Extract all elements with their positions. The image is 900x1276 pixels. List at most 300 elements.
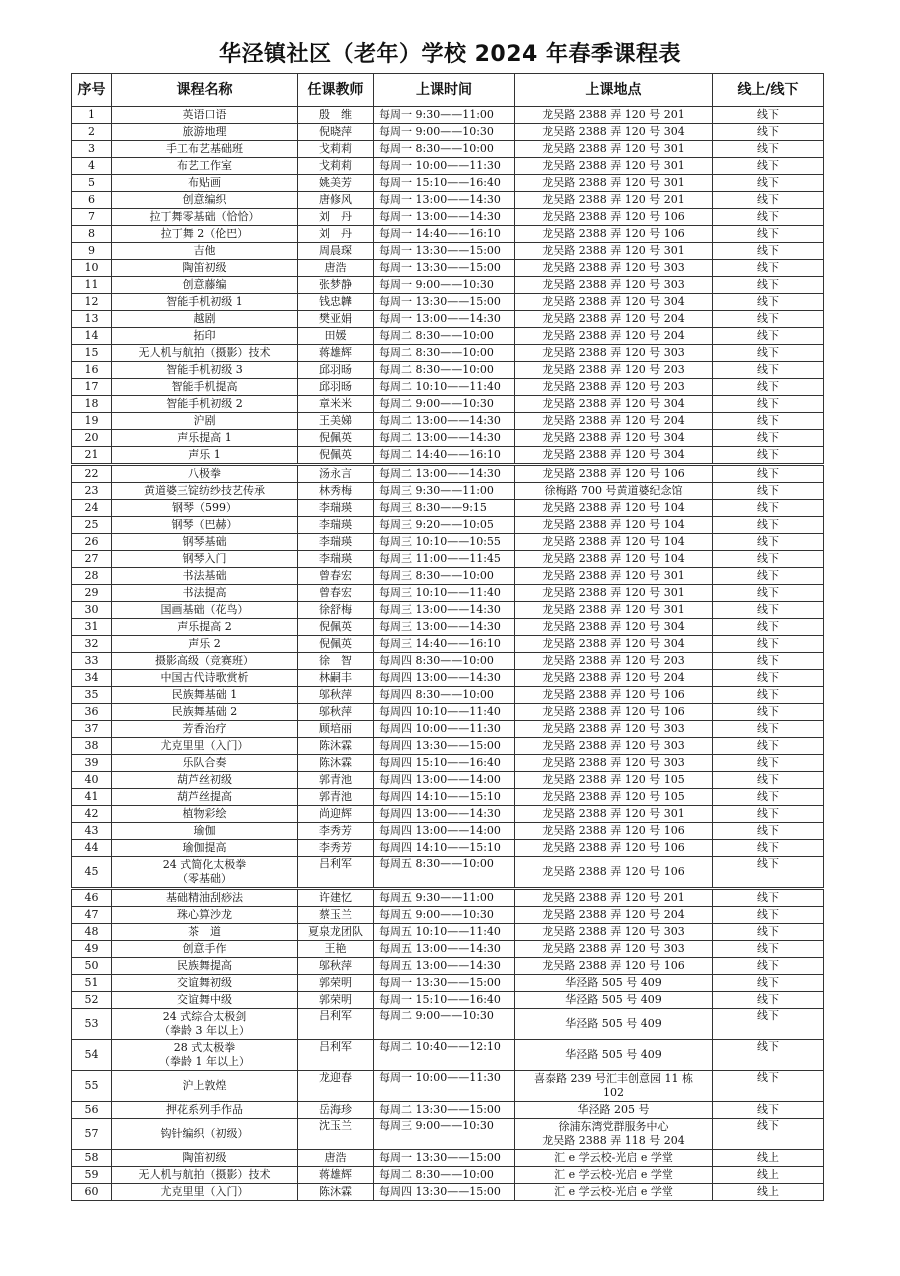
table-body: [72, 107, 824, 1201]
cell-course: 民族舞提高: [112, 958, 298, 975]
cell-mode: 线下: [713, 551, 824, 568]
cell-mode: 线上: [713, 1184, 824, 1201]
table-row: [72, 889, 824, 907]
cell-mode: 线下: [713, 653, 824, 670]
cell-teacher: 戈莉莉: [298, 158, 374, 175]
cell-no: 9: [72, 243, 112, 260]
cell-mode: 线下: [713, 413, 824, 430]
cell-teacher: 钱忠韡: [298, 294, 374, 311]
cell-location: 龙吴路 2388 弄 120 号 201: [515, 107, 713, 124]
cell-no: 7: [72, 209, 112, 226]
cell-course: 押花系列手作品: [112, 1102, 298, 1119]
cell-teacher: 倪佩英: [298, 636, 374, 653]
cell-course: 芳香治疗: [112, 721, 298, 738]
cell-no: 25: [72, 517, 112, 534]
cell-mode: 线下: [713, 721, 824, 738]
cell-teacher: 岳海珍: [298, 1102, 374, 1119]
cell-no: 43: [72, 823, 112, 840]
cell-time: 每周三 10:10——10:55: [374, 534, 515, 551]
cell-location: 龙吴路 2388 弄 120 号 104: [515, 517, 713, 534]
cell-no: 57: [72, 1119, 112, 1150]
cell-time: 每周四 13:30——15:00: [374, 738, 515, 755]
cell-mode: 线下: [713, 1119, 824, 1150]
cell-teacher: 邱羽旸: [298, 362, 374, 379]
cell-time: 每周三 13:00——14:30: [374, 602, 515, 619]
cell-course: 28 式太极拳 （拳龄 1 年以上）: [112, 1040, 298, 1071]
table-row: [72, 534, 824, 551]
cell-teacher: 尚迎辉: [298, 806, 374, 823]
cell-course: 智能手机初级 2: [112, 396, 298, 413]
cell-location: 龙吴路 2388 弄 120 号 304: [515, 396, 713, 413]
cell-no: 23: [72, 483, 112, 500]
cell-no: 33: [72, 653, 112, 670]
cell-no: 46: [72, 889, 112, 907]
cell-no: 3: [72, 141, 112, 158]
cell-course: 智能手机提高: [112, 379, 298, 396]
cell-location: 龙吴路 2388 弄 120 号 303: [515, 738, 713, 755]
cell-location: 龙吴路 2388 弄 120 号 301: [515, 602, 713, 619]
table-row: [72, 1102, 824, 1119]
cell-no: 16: [72, 362, 112, 379]
cell-mode: 线下: [713, 277, 824, 294]
cell-teacher: 夏泉龙团队: [298, 924, 374, 941]
cell-time: 每周二 9:00——10:30: [374, 1009, 515, 1040]
table-row: [72, 107, 824, 124]
cell-teacher: 倪佩英: [298, 619, 374, 636]
cell-mode: 线下: [713, 465, 824, 483]
cell-teacher: 邬秋萍: [298, 704, 374, 721]
cell-teacher: 许建忆: [298, 889, 374, 907]
table-row: [72, 924, 824, 941]
cell-time: 每周四 13:00——14:00: [374, 772, 515, 789]
cell-no: 42: [72, 806, 112, 823]
cell-location: 龙吴路 2388 弄 120 号 204: [515, 670, 713, 687]
cell-no: 51: [72, 975, 112, 992]
cell-time: 每周一 13:30——15:00: [374, 975, 515, 992]
cell-location: 龙吴路 2388 弄 120 号 204: [515, 907, 713, 924]
cell-no: 27: [72, 551, 112, 568]
cell-course: 民族舞基础 1: [112, 687, 298, 704]
cell-time: 每周一 14:40——16:10: [374, 226, 515, 243]
cell-location: 龙吴路 2388 弄 120 号 106: [515, 823, 713, 840]
cell-mode: 线下: [713, 975, 824, 992]
cell-mode: 线下: [713, 534, 824, 551]
table-row: [72, 311, 824, 328]
cell-course: 手工布艺基础班: [112, 141, 298, 158]
cell-course: 书法基础: [112, 568, 298, 585]
cell-mode: 线下: [713, 636, 824, 653]
table-row: [72, 806, 824, 823]
cell-mode: 线下: [713, 958, 824, 975]
cell-no: 44: [72, 840, 112, 857]
cell-mode: 线下: [713, 362, 824, 379]
cell-mode: 线下: [713, 311, 824, 328]
cell-teacher: 刘 丹: [298, 226, 374, 243]
cell-course: 植物彩绘: [112, 806, 298, 823]
cell-time: 每周一 8:30——10:00: [374, 141, 515, 158]
cell-course: 拉丁舞 2（伦巴）: [112, 226, 298, 243]
cell-course: 交谊舞中级: [112, 992, 298, 1009]
cell-no: 15: [72, 345, 112, 362]
cell-mode: 线下: [713, 1009, 824, 1040]
cell-location: 龙吴路 2388 弄 120 号 106: [515, 704, 713, 721]
table-row: [72, 1040, 824, 1071]
cell-time: 每周一 13:00——14:30: [374, 209, 515, 226]
table-row: [72, 413, 824, 430]
cell-course: 声乐提高 2: [112, 619, 298, 636]
cell-teacher: 唐浩: [298, 260, 374, 277]
cell-time: 每周四 8:30——10:00: [374, 653, 515, 670]
cell-course: 尤克里里（入门）: [112, 738, 298, 755]
cell-course: 摄影高级（竞赛班）: [112, 653, 298, 670]
cell-mode: 线下: [713, 889, 824, 907]
cell-mode: 线下: [713, 755, 824, 772]
cell-course: 钩针编织（初级）: [112, 1119, 298, 1150]
table-row: [72, 585, 824, 602]
cell-no: 49: [72, 941, 112, 958]
cell-course: 越剧: [112, 311, 298, 328]
cell-time: 每周四 13:00——14:00: [374, 823, 515, 840]
cell-time: 每周二 9:00——10:30: [374, 396, 515, 413]
cell-teacher: 李瑞瑛: [298, 534, 374, 551]
table-row: [72, 975, 824, 992]
cell-time: 每周五 13:00——14:30: [374, 941, 515, 958]
table-row: [72, 260, 824, 277]
cell-course: 布艺工作室: [112, 158, 298, 175]
table-row: [72, 277, 824, 294]
cell-no: 11: [72, 277, 112, 294]
cell-location: 龙吴路 2388 弄 120 号 304: [515, 636, 713, 653]
cell-location: 龙吴路 2388 弄 120 号 104: [515, 534, 713, 551]
cell-teacher: 郭荣明: [298, 992, 374, 1009]
cell-teacher: 邬秋萍: [298, 687, 374, 704]
cell-course: 吉他: [112, 243, 298, 260]
cell-no: 56: [72, 1102, 112, 1119]
cell-teacher: 蒋雄辉: [298, 1167, 374, 1184]
cell-location: 汇 e 学云校-光启 e 学堂: [515, 1184, 713, 1201]
cell-time: 每周一 13:30——15:00: [374, 260, 515, 277]
cell-mode: 线下: [713, 585, 824, 602]
cell-no: 38: [72, 738, 112, 755]
cell-location: 龙吴路 2388 弄 120 号 304: [515, 294, 713, 311]
cell-no: 48: [72, 924, 112, 941]
cell-location: 龙吴路 2388 弄 120 号 303: [515, 755, 713, 772]
cell-time: 每周三 9:30——11:00: [374, 483, 515, 500]
cell-time: 每周四 14:10——15:10: [374, 789, 515, 806]
table-row: [72, 396, 824, 413]
cell-location: 龙吴路 2388 弄 120 号 106: [515, 840, 713, 857]
header-course: 课程名称: [112, 74, 298, 107]
table-header-row: [72, 74, 824, 107]
cell-teacher: 李瑞瑛: [298, 517, 374, 534]
cell-teacher: 周晨琛: [298, 243, 374, 260]
cell-mode: 线下: [713, 602, 824, 619]
cell-course: 钢琴（巴赫）: [112, 517, 298, 534]
cell-location: 龙吴路 2388 弄 120 号 303: [515, 260, 713, 277]
cell-location: 龙吴路 2388 弄 120 号 104: [515, 500, 713, 517]
cell-mode: 线下: [713, 243, 824, 260]
header-location: 上课地点: [515, 74, 713, 107]
table-row: [72, 328, 824, 345]
table-row: [72, 941, 824, 958]
cell-course: 八极拳: [112, 465, 298, 483]
table-row: [72, 243, 824, 260]
cell-teacher: 唐浩: [298, 1150, 374, 1167]
table-row: [72, 517, 824, 534]
cell-mode: 线下: [713, 1102, 824, 1119]
cell-course: 24 式综合太极剑 （拳龄 3 年以上）: [112, 1009, 298, 1040]
cell-course: 创意手作: [112, 941, 298, 958]
cell-location: 龙吴路 2388 弄 120 号 105: [515, 772, 713, 789]
cell-no: 5: [72, 175, 112, 192]
cell-teacher: 沈玉兰: [298, 1119, 374, 1150]
cell-mode: 线下: [713, 192, 824, 209]
cell-time: 每周二 10:10——11:40: [374, 379, 515, 396]
cell-teacher: 顾培丽: [298, 721, 374, 738]
cell-mode: 线下: [713, 141, 824, 158]
cell-location: 龙吴路 2388 弄 120 号 303: [515, 277, 713, 294]
table-row: [72, 158, 824, 175]
cell-course: 瑜伽: [112, 823, 298, 840]
cell-location: 华泾路 505 号 409: [515, 1009, 713, 1040]
cell-mode: 线下: [713, 772, 824, 789]
cell-location: 龙吴路 2388 弄 120 号 204: [515, 413, 713, 430]
cell-teacher: 邬秋萍: [298, 958, 374, 975]
cell-course: 瑜伽提高: [112, 840, 298, 857]
table-row: [72, 687, 824, 704]
cell-no: 1: [72, 107, 112, 124]
cell-time: 每周二 10:40——12:10: [374, 1040, 515, 1071]
table-row: [72, 602, 824, 619]
cell-course: 珠心算沙龙: [112, 907, 298, 924]
cell-teacher: 曾春宏: [298, 585, 374, 602]
table-row: [72, 958, 824, 975]
table-row: [72, 568, 824, 585]
cell-time: 每周二 8:30——10:00: [374, 1167, 515, 1184]
cell-no: 22: [72, 465, 112, 483]
cell-teacher: 林嗣丰: [298, 670, 374, 687]
cell-time: 每周二 8:30——10:00: [374, 362, 515, 379]
cell-mode: 线下: [713, 396, 824, 413]
cell-time: 每周一 9:30——11:00: [374, 107, 515, 124]
cell-course: 茶 道: [112, 924, 298, 941]
cell-teacher: 王美娣: [298, 413, 374, 430]
cell-no: 52: [72, 992, 112, 1009]
table-row: [72, 141, 824, 158]
cell-mode: 线下: [713, 992, 824, 1009]
cell-location: 龙吴路 2388 弄 120 号 203: [515, 362, 713, 379]
cell-location: 华泾路 505 号 409: [515, 1040, 713, 1071]
cell-teacher: 吕利军: [298, 1009, 374, 1040]
cell-mode: 线下: [713, 806, 824, 823]
cell-no: 50: [72, 958, 112, 975]
cell-no: 28: [72, 568, 112, 585]
cell-course: 书法提高: [112, 585, 298, 602]
cell-mode: 线下: [713, 345, 824, 362]
table-row: [72, 704, 824, 721]
cell-time: 每周五 10:10——11:40: [374, 924, 515, 941]
cell-teacher: 吕利军: [298, 857, 374, 889]
cell-time: 每周四 8:30——10:00: [374, 687, 515, 704]
cell-course: 声乐 2: [112, 636, 298, 653]
cell-teacher: 陈沐霖: [298, 738, 374, 755]
cell-no: 39: [72, 755, 112, 772]
cell-location: 徐梅路 700 号黄道婆纪念馆: [515, 483, 713, 500]
cell-time: 每周一 9:00——10:30: [374, 277, 515, 294]
cell-mode: 线下: [713, 1040, 824, 1071]
cell-teacher: 樊亚娟: [298, 311, 374, 328]
cell-no: 26: [72, 534, 112, 551]
cell-course: 24 式简化太极拳 （零基础）: [112, 857, 298, 889]
cell-location: 华泾路 505 号 409: [515, 992, 713, 1009]
cell-teacher: 郭青池: [298, 789, 374, 806]
table-row: [72, 1009, 824, 1040]
cell-location: 华泾路 505 号 409: [515, 975, 713, 992]
cell-time: 每周一 15:10——16:40: [374, 175, 515, 192]
table-row: [72, 345, 824, 362]
cell-time: 每周四 13:00——14:30: [374, 806, 515, 823]
cell-location: 汇 e 学云校-光启 e 学堂: [515, 1167, 713, 1184]
cell-time: 每周四 14:10——15:10: [374, 840, 515, 857]
cell-mode: 线下: [713, 379, 824, 396]
cell-location: 龙吴路 2388 弄 120 号 301: [515, 585, 713, 602]
header-no: 序号: [72, 74, 112, 107]
cell-no: 13: [72, 311, 112, 328]
cell-teacher: 唐修风: [298, 192, 374, 209]
cell-teacher: 王艳: [298, 941, 374, 958]
cell-mode: 线下: [713, 209, 824, 226]
cell-teacher: 邱羽旸: [298, 379, 374, 396]
cell-teacher: 郭荣明: [298, 975, 374, 992]
table-row: [72, 772, 824, 789]
cell-teacher: 曾春宏: [298, 568, 374, 585]
cell-mode: 线上: [713, 1167, 824, 1184]
cell-mode: 线下: [713, 430, 824, 447]
cell-mode: 线下: [713, 738, 824, 755]
cell-teacher: 李瑞瑛: [298, 551, 374, 568]
cell-course: 葫芦丝初级: [112, 772, 298, 789]
cell-location: 龙吴路 2388 弄 120 号 301: [515, 158, 713, 175]
cell-course: 葫芦丝提高: [112, 789, 298, 806]
cell-no: 35: [72, 687, 112, 704]
cell-time: 每周三 9:20——10:05: [374, 517, 515, 534]
cell-mode: 线下: [713, 1071, 824, 1102]
cell-location: 龙吴路 2388 弄 120 号 106: [515, 209, 713, 226]
table-row: [72, 209, 824, 226]
table-row: [72, 226, 824, 243]
cell-teacher: 陈沐霖: [298, 1184, 374, 1201]
cell-time: 每周一 9:00——10:30: [374, 124, 515, 141]
table-row: [72, 500, 824, 517]
cell-time: 每周五 8:30——10:00: [374, 857, 515, 889]
cell-mode: 线下: [713, 687, 824, 704]
cell-no: 34: [72, 670, 112, 687]
table-row: [72, 1167, 824, 1184]
table-row: [72, 430, 824, 447]
cell-course: 英语口语: [112, 107, 298, 124]
table-row: [72, 1119, 824, 1150]
cell-no: 47: [72, 907, 112, 924]
cell-mode: 线上: [713, 1150, 824, 1167]
cell-teacher: 汤永言: [298, 465, 374, 483]
cell-mode: 线下: [713, 500, 824, 517]
table-row: [72, 619, 824, 636]
course-schedule-table: [71, 73, 824, 1201]
cell-time: 每周四 13:00——14:30: [374, 670, 515, 687]
cell-location: 龙吴路 2388 弄 120 号 301: [515, 175, 713, 192]
cell-no: 6: [72, 192, 112, 209]
cell-course: 尤克里里（入门）: [112, 1184, 298, 1201]
table-row: [72, 857, 824, 889]
cell-teacher: 张梦静: [298, 277, 374, 294]
cell-location: 龙吴路 2388 弄 120 号 304: [515, 619, 713, 636]
table-row: [72, 823, 824, 840]
cell-teacher: 吕利军: [298, 1040, 374, 1071]
table-row: [72, 362, 824, 379]
cell-no: 21: [72, 447, 112, 465]
cell-course: 声乐 1: [112, 447, 298, 465]
table-row: [72, 653, 824, 670]
cell-mode: 线下: [713, 175, 824, 192]
cell-mode: 线下: [713, 941, 824, 958]
cell-mode: 线下: [713, 260, 824, 277]
cell-no: 40: [72, 772, 112, 789]
cell-mode: 线下: [713, 619, 824, 636]
cell-location: 龙吴路 2388 弄 120 号 105: [515, 789, 713, 806]
cell-no: 54: [72, 1040, 112, 1071]
cell-no: 41: [72, 789, 112, 806]
cell-no: 59: [72, 1167, 112, 1184]
table-row: [72, 789, 824, 806]
table-row: [72, 483, 824, 500]
cell-location: 龙吴路 2388 弄 120 号 303: [515, 721, 713, 738]
cell-location: 龙吴路 2388 弄 120 号 104: [515, 551, 713, 568]
cell-mode: 线下: [713, 907, 824, 924]
cell-time: 每周五 9:00——10:30: [374, 907, 515, 924]
cell-location: 龙吴路 2388 弄 120 号 303: [515, 345, 713, 362]
cell-course: 布贴画: [112, 175, 298, 192]
cell-teacher: 倪晓萍: [298, 124, 374, 141]
cell-teacher: 倪佩英: [298, 447, 374, 465]
header-teacher: 任课教师: [298, 74, 374, 107]
cell-time: 每周一 13:00——14:30: [374, 311, 515, 328]
cell-time: 每周三 8:30——10:00: [374, 568, 515, 585]
cell-location: 龙吴路 2388 弄 120 号 301: [515, 806, 713, 823]
cell-course: 钢琴（599）: [112, 500, 298, 517]
cell-time: 每周一 15:10——16:40: [374, 992, 515, 1009]
cell-no: 10: [72, 260, 112, 277]
cell-no: 53: [72, 1009, 112, 1040]
cell-time: 每周三 11:00——11:45: [374, 551, 515, 568]
cell-course: 国画基础（花鸟）: [112, 602, 298, 619]
cell-location: 龙吴路 2388 弄 120 号 304: [515, 124, 713, 141]
cell-location: 龙吴路 2388 弄 120 号 304: [515, 430, 713, 447]
cell-course: 拓印: [112, 328, 298, 345]
table-row: [72, 294, 824, 311]
cell-no: 32: [72, 636, 112, 653]
header-mode: 线上/线下: [713, 74, 824, 107]
cell-teacher: 龙迎春: [298, 1071, 374, 1102]
cell-mode: 线下: [713, 226, 824, 243]
cell-no: 36: [72, 704, 112, 721]
cell-location: 龙吴路 2388 弄 120 号 301: [515, 141, 713, 158]
header-time: 上课时间: [374, 74, 515, 107]
cell-teacher: 徐 智: [298, 653, 374, 670]
cell-location: 龙吴路 2388 弄 120 号 304: [515, 447, 713, 465]
table-row: [72, 465, 824, 483]
cell-location: 龙吴路 2388 弄 120 号 106: [515, 857, 713, 889]
cell-time: 每周二 13:00——14:30: [374, 465, 515, 483]
